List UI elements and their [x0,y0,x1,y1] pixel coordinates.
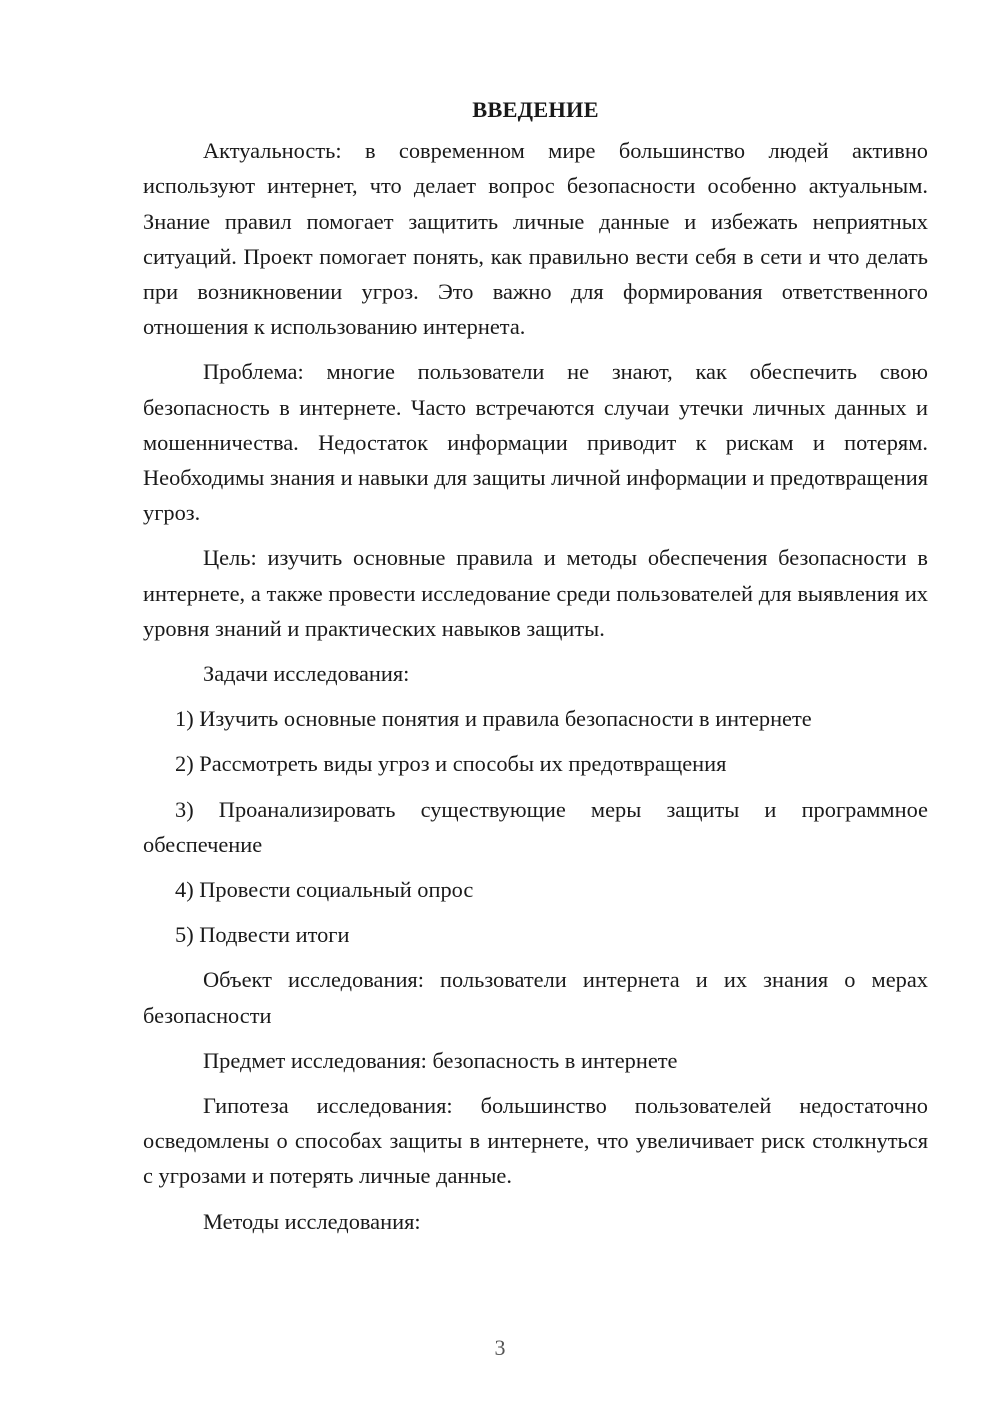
object-paragraph: Объект исследования: пользователи интернета и их знания о мерах безопасности [143,967,928,1028]
hypothesis-paragraph: Гипотеза исследования: большинство пользователей недостаточно осведомлены о способах защиты в интернете, что увеличивает риск столкнуться с угрозами и потерять личные данные. [143,1093,928,1189]
goal-paragraph: Цель: изучить основные правила и методы обеспечения безопасности в интернете, а также провести исследование среди пользователей для выявления их уровня знаний и практических навыков защиты. [143,545,928,641]
relevance-paragraph: Актуальность: в современном мире большинство людей активно используют интернет, что делает вопрос безопасности особенно актуальным. Знание правил помогает защитить личные данные и избежать неприятных ситуаций. Проект помогает понять, как правильно вести себя в сети и что делать при возникновении угроз. Это важно для формирования ответственного отношения к использованию интернета. [143,138,928,340]
subject-paragraph: Предмет исследования: безопасность в интернете [203,1047,678,1073]
list-item: 5) Подвести итоги [175,922,350,948]
page-title: ВВЕДЕНИЕ [472,97,599,122]
list-item: 1) Изучить основные понятия и правила безопасности в интернете [175,706,812,732]
page-number: 3 [494,1335,506,1360]
page-content [143,92,928,1249]
list-item: 4) Провести социальный опрос [175,877,474,903]
list-item: 2) Рассмотреть виды угроз и способы их предотвращения [175,751,727,777]
problem-paragraph: Проблема: многие пользователи не знают, как обеспечить свою безопасность в интернете. Часто встречаются случаи утечки личных данных и мошенничества. Недостаток информации приводит к рискам и потерям. Необходимы знания и навыки для защиты личной информации и предотвращения угроз. [143,359,928,526]
list-item: 3) Проанализировать существующие меры защиты и программное обеспечение [143,796,928,857]
tasks-list [143,701,928,952]
methods-paragraph: Методы исследования: [203,1208,421,1234]
tasks-heading: Задачи исследования: [203,661,410,687]
